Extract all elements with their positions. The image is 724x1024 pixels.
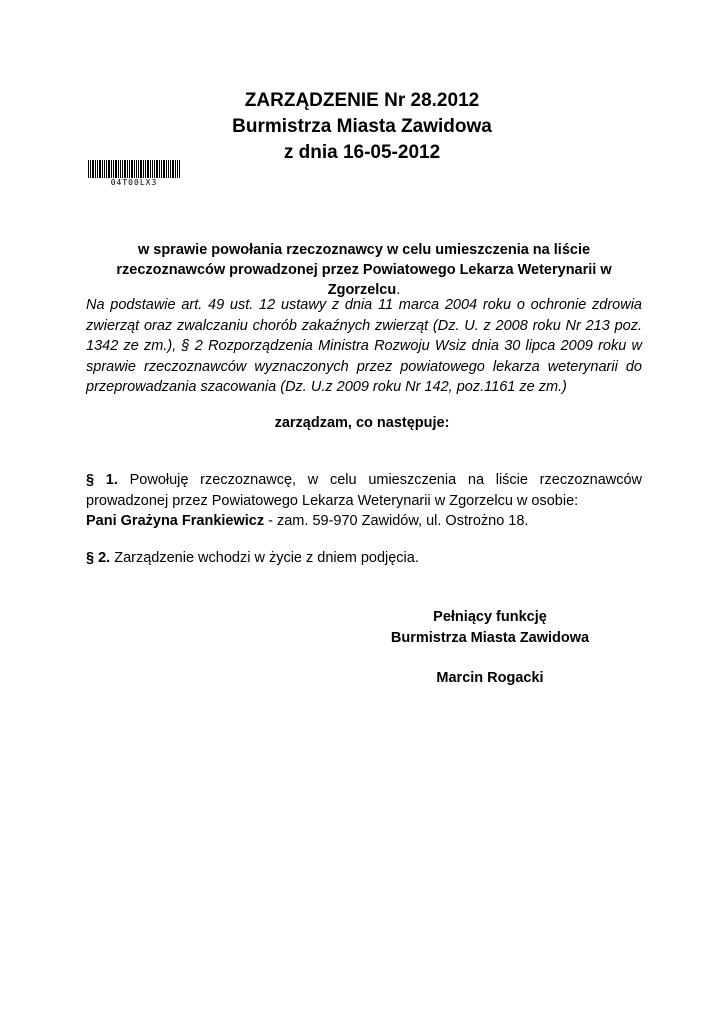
issuer-title: Burmistrza Miasta Zawidowa	[232, 116, 492, 137]
legal-basis: Na podstawie art. 49 ust. 12 ustawy z dnia 11 marca 2004 roku o ochronie zdrowia zwierząt oraz zwalczaniu chorób zakaźnych zwierząt (Dz. U. z 2008 roku Nr 213 poz. 1342 ze zm.), § 2 Rozporządzenia Ministra Rozwoju Wsiz dnia 30 lipca 2009 roku w sprawie rzeczoznawców wyznaczonych przez powiatowego lekarza weterynarii do przeprowadzania szacowania (Dz. U.z 2009 roku Nr 142, poz.1161 ze zm.)	[86, 297, 642, 395]
subject-period: .	[396, 282, 401, 298]
section-2-label: § 2.	[86, 550, 111, 566]
signatory-office: Burmistrza Miasta Zawidowa	[390, 630, 590, 646]
section-1-line-1	[86, 470, 642, 491]
section-2	[86, 548, 642, 568]
document-header	[0, 88, 724, 166]
order-statement: zarządzam, co następuje:	[274, 415, 450, 431]
section-1-label: § 1.	[86, 472, 118, 488]
person-name: Pani Grażyna Frankiewicz	[86, 513, 265, 529]
barcode-bars	[88, 160, 180, 178]
signature-block	[370, 607, 610, 689]
section-1	[86, 470, 642, 532]
person-address: - zam. 59-970 Zawidów, ul. Ostrożno 18.	[264, 513, 529, 529]
barcode	[88, 160, 180, 187]
order-number-title: ZARZĄDZENIE Nr 28.2012	[244, 90, 480, 111]
section-1-line-2: prowadzonej przez Powiatowego Lekarza Weterynarii w Zgorzelcu w osobie:	[86, 492, 579, 509]
subject-text: w sprawie powołania rzeczoznawcy w celu umieszczenia na liście rzeczoznawców prowadzonej przez Powiatowego Lekarza Weterynarii w Zgorzelcu	[116, 242, 612, 298]
barcode-code: 04T00LX3	[110, 178, 158, 187]
signatory-name: Marcin Rogacki	[436, 670, 544, 686]
issue-date-title: z dnia 16-05-2012	[283, 142, 441, 163]
signatory-function: Pełniący funkcję	[433, 609, 547, 625]
section-2-text: Zarządzenie wchodzi w życie z dniem podjęcia.	[114, 550, 419, 566]
section-1-text: Powołuję rzeczoznawcę, w celu umieszczenia na liście rzeczoznawców	[129, 472, 643, 488]
section-1-person	[86, 511, 642, 532]
document-subject	[86, 240, 642, 300]
